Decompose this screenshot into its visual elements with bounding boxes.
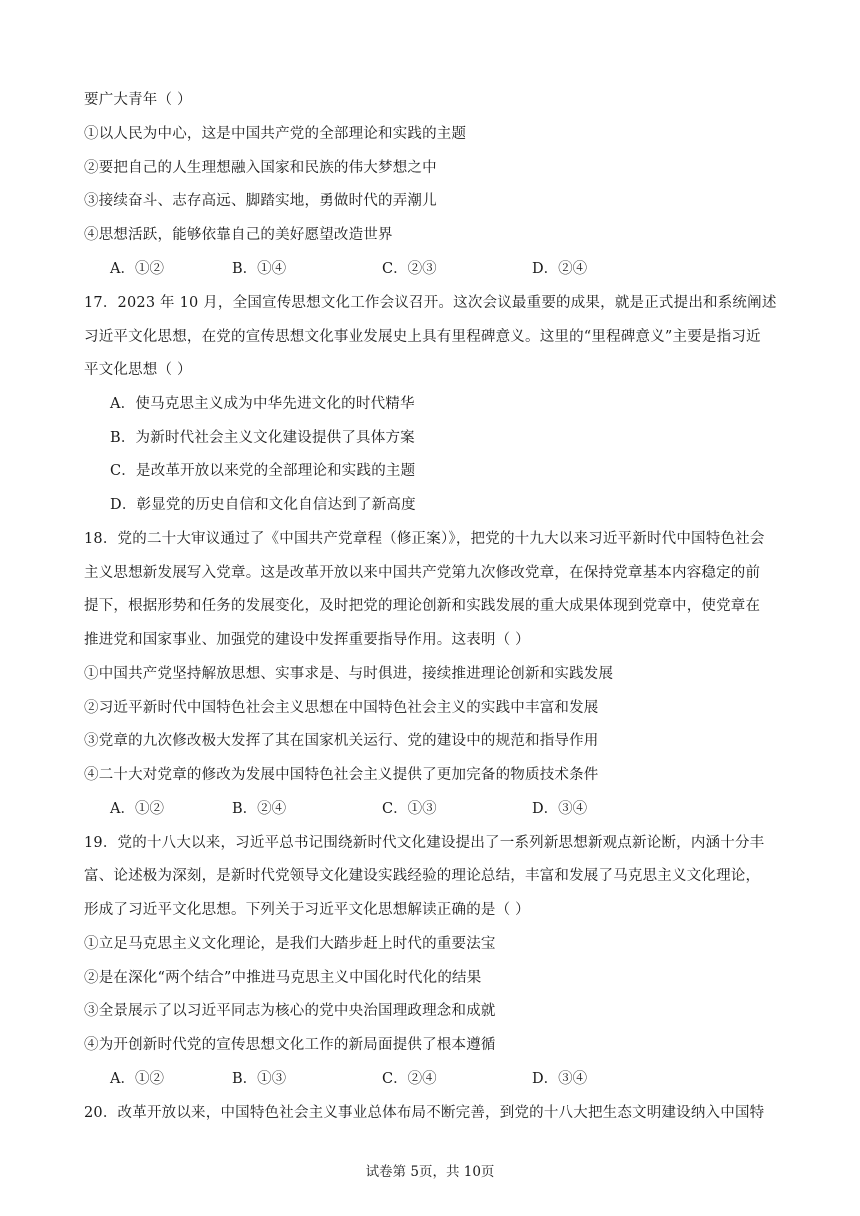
page-footer: 试卷第 5页，共 10页 <box>365 1164 495 1180</box>
q18-statement-1: ①中国共产党坚持解放思想、实事求是、与时俱进，接续推进理论创新和实践发展 <box>84 666 614 682</box>
q16-statement-1: ①以人民为中心，这是中国共产党的全部理论和实践的主题 <box>84 126 467 142</box>
q18-option-b[interactable]: B．②④ <box>232 801 287 817</box>
q19-option-b[interactable]: B．①③ <box>232 1071 287 1087</box>
q16-stem-tail: 要广大青年（ ） <box>84 92 192 108</box>
q16-option-a[interactable]: A．①② <box>110 261 164 277</box>
q17-stem-line-2: 习近平文化思想，在党的宣传思想文化事业发展史上具有里程碑意义。这里的“里程碑意义”主要是指习近 <box>84 329 761 345</box>
q18-statement-4: ④二十大对党章的修改为发展中国特色社会主义提供了更加完备的物质技术条件 <box>84 767 599 783</box>
q19-statement-4: ④为开创新时代党的宣传思想文化工作的新局面提供了根本遵循 <box>84 1037 496 1053</box>
q19-stem-line-1: 19．党的十八大以来，习近平总书记围绕新时代文化建设提出了一系列新思想新观点新论断，内涵十分丰 <box>84 835 765 851</box>
q20-stem-line-1: 20．改革开放以来，中国特色社会主义事业总体布局不断完善，到党的十八大把生态文明建设纳入中国特 <box>84 1105 765 1121</box>
q19-statement-3: ③全景展示了以习近平同志为核心的党中央治国理政理念和成就 <box>84 1003 496 1019</box>
q19-option-c[interactable]: C．②④ <box>382 1071 437 1087</box>
q19-statement-2: ②是在深化“两个结合”中推进马克思主义中国化时代化的结果 <box>84 970 482 986</box>
q16-statement-2: ②要把自己的人生理想融入国家和民族的伟大梦想之中 <box>84 160 437 176</box>
q18-option-a[interactable]: A．①② <box>110 801 164 817</box>
q16-option-c[interactable]: C．②③ <box>382 261 437 277</box>
q18-statement-3: ③党章的九次修改极大发挥了其在国家机关运行、党的建设中的规范和指导作用 <box>84 733 599 749</box>
q16-option-b[interactable]: B．①④ <box>232 261 287 277</box>
q18-stem-line-2: 主义思想新发展写入党章。这是改革开放以来中国共产党第九次修改党章，在保持党章基本内容稳定的前 <box>84 565 761 581</box>
q17-option-b[interactable]: B．为新时代社会主义文化建设提供了具体方案 <box>110 430 415 446</box>
q18-option-c[interactable]: C．①③ <box>382 801 437 817</box>
q19-option-d[interactable]: D．③④ <box>532 1071 588 1087</box>
q18-stem-line-3: 提下，根据形势和任务的发展变化，及时把党的理论创新和实践发展的重大成果体现到党章中，使党章在 <box>84 598 761 614</box>
q18-statement-2: ②习近平新时代中国特色社会主义思想在中国特色社会主义的实践中丰富和发展 <box>84 700 599 716</box>
q17-stem-line-3: 平文化思想（ ） <box>84 362 192 378</box>
q19-options <box>110 1069 770 1089</box>
q19-stem-line-3: 形成了习近平文化思想。下列关于习近平文化思想解读正确的是（ ） <box>84 902 530 918</box>
q16-statement-3: ③接续奋斗、志存高远、脚踏实地，勇做时代的弄潮儿 <box>84 193 437 209</box>
q16-option-d[interactable]: D．②④ <box>532 261 588 277</box>
q17-option-c[interactable]: C．是改革开放以来党的全部理论和实践的主题 <box>110 463 416 479</box>
q17-option-d[interactable]: D．彰显党的历史自信和文化自信达到了新高度 <box>110 497 416 513</box>
q17-option-a[interactable]: A．使马克思主义成为中华先进文化的时代精华 <box>110 396 415 412</box>
q16-options <box>110 259 770 279</box>
q19-statement-1: ①立足马克思主义文化理论，是我们大踏步赶上时代的重要法宝 <box>84 936 496 952</box>
q17-stem-line-1: 17．2023 年 10 月，全国宣传思想文化工作会议召开。这次会议最重要的成果，就是正式提出和系统阐述 <box>84 295 777 311</box>
q18-stem-line-4: 推进党和国家事业、加强党的建设中发挥重要指导作用。这表明（ ） <box>84 632 530 648</box>
q19-option-a[interactable]: A．①② <box>110 1071 164 1087</box>
q18-stem-line-1: 18．党的二十大审议通过了《中国共产党章程（修正案）》，把党的十九大以来习近平新时代中国特色社会 <box>84 531 765 547</box>
q18-option-d[interactable]: D．③④ <box>532 801 588 817</box>
q18-options <box>110 799 770 819</box>
q16-statement-4: ④思想活跃，能够依靠自己的美好愿望改造世界 <box>84 227 393 243</box>
q19-stem-line-2: 富、论述极为深刻，是新时代党领导文化建设实践经验的理论总结，丰富和发展了马克思主义文化理论， <box>84 868 761 884</box>
